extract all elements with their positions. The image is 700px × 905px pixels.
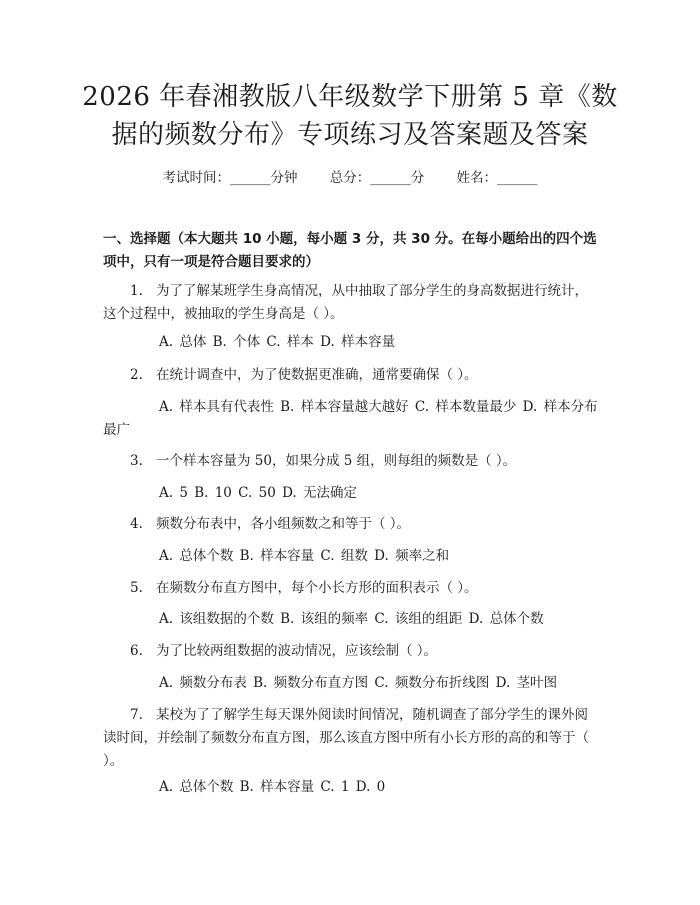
- section-heading: 一、选择题（本大题共 10 小题，每小题 3 分，共 30 分。在每小题给出的四个选项中，只有一项是符合题目要求的）: [103, 231, 597, 270]
- student-name-label: 姓名：: [456, 170, 498, 186]
- title-line-1: 2026 年春湘教版八年级数学下册第 5 章《数: [82, 82, 618, 112]
- question-3: [103, 450, 601, 473]
- exam-info: [0, 168, 700, 188]
- exam-time-label: 考试时间：: [162, 170, 230, 186]
- document-title: [80, 78, 620, 154]
- question-6: [103, 640, 601, 663]
- question-3-options: A. 5 B. 10 C. 50 D. 无法确定: [159, 485, 358, 501]
- question-5: [103, 577, 601, 600]
- total-score-field: [330, 170, 429, 186]
- question-text: 为了比较两组数据的波动情况，应该绘制（ ）。: [156, 643, 438, 659]
- exam-time-field: [162, 170, 301, 186]
- question-number: 6.: [130, 643, 143, 659]
- question-text: 某校为了了解学生每天课外阅读时间情况，随机调查了部分学生的课外阅读时间，并绘制了频数分布直方图，那么该直方图中所有小长方形的高的和等于（ ）。: [103, 707, 589, 769]
- question-1: [103, 280, 601, 326]
- question-1-options: A. 总体 B. 个体 C. 样本 D. 样本容量: [159, 334, 396, 350]
- question-text: 一个样本容量为 50，如果分成 5 组，则每组的频数是（ ）。: [156, 453, 517, 469]
- question-number: 4.: [130, 516, 143, 532]
- question-text: 在统计调查中，为了使数据更准确，通常要确保（ ）。: [156, 367, 478, 383]
- question-number: 3.: [130, 453, 143, 469]
- question-6-options: A. 频数分布表 B. 频数分布直方图 C. 频数分布折线图 D. 茎叶图: [159, 675, 558, 691]
- question-number: 1.: [130, 283, 143, 299]
- exam-time-blank: ______: [229, 170, 271, 186]
- student-name-blank: ______: [497, 170, 538, 186]
- question-text: 在频数分布直方图中，每个小长方形的面积表示（ ）。: [156, 580, 478, 596]
- title-line-2: 据的频数分布》专项练习及答案题及答案: [111, 120, 589, 150]
- question-5-options: A. 该组数据的个数 B. 该组的频率 C. 该组的组距 D. 总体个数: [159, 611, 544, 627]
- question-number: 2.: [130, 367, 143, 383]
- exam-time-unit: 分钟: [270, 170, 298, 186]
- question-4-options: A. 总体个数 B. 样本容量 C. 组数 D. 频率之和: [159, 548, 450, 564]
- total-score-unit: 分: [410, 170, 425, 186]
- question-7: [103, 704, 601, 773]
- question-text: 频数分布表中，各小组频数之和等于（ ）。: [156, 516, 411, 532]
- total-score-blank: ______: [370, 170, 411, 186]
- question-number: 7.: [130, 707, 143, 723]
- student-name-field: [457, 170, 538, 186]
- question-text: 为了了解某班学生身高情况，从中抽取了部分学生的身高数据进行统计，这个过程中，被抽取的学生身高是（ ）。: [103, 283, 588, 322]
- question-7-options: A. 总体个数 B. 样本容量 C. 1 D. 0: [159, 779, 386, 795]
- question-number: 5.: [130, 580, 143, 596]
- question-4: [103, 513, 601, 536]
- total-score-label: 总分：: [329, 170, 371, 186]
- question-2-options: A. 样本具有代表性 B. 样本容量越大越好 C. 样本数量最少 D. 样本分布最广: [103, 399, 598, 438]
- question-2: [103, 364, 601, 387]
